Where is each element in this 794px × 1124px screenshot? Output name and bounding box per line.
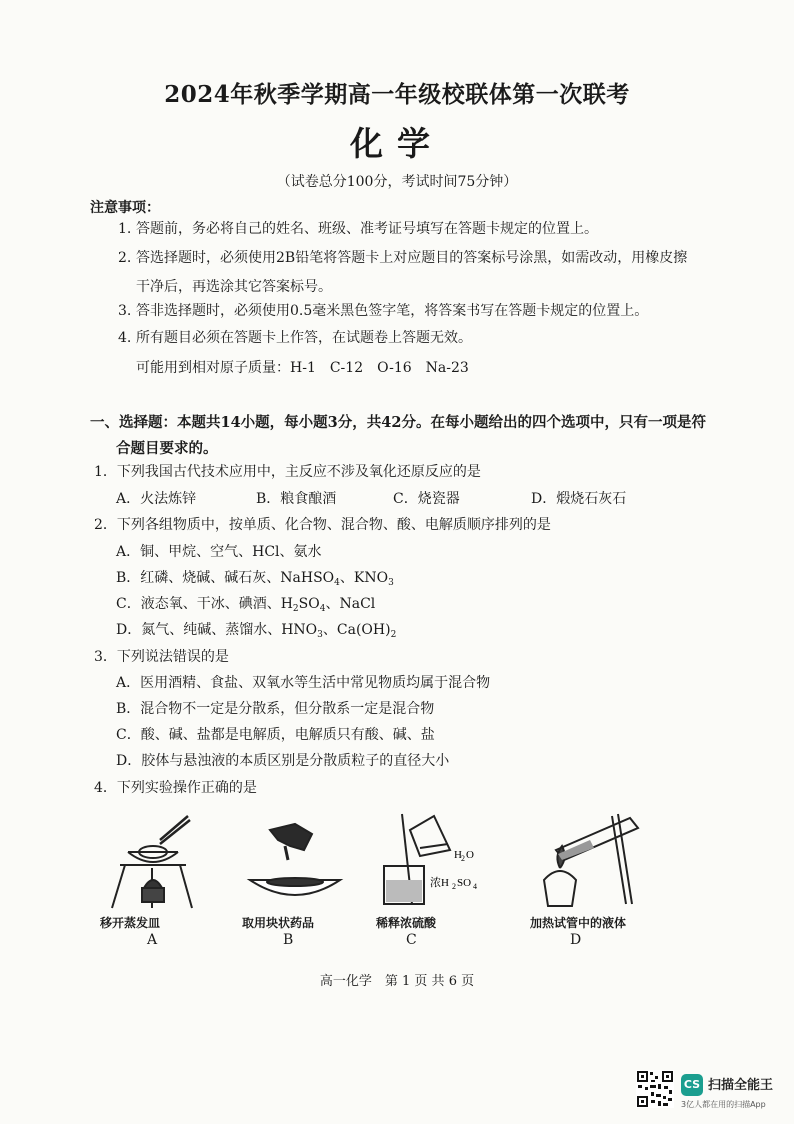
question-3-stem: 3．下列说法错误的是 <box>94 649 229 665</box>
subscript: 3 <box>388 578 394 588</box>
exam-title: 2024年秋季学期高一年级校联体第一次联考 <box>164 81 630 108</box>
notice-item-4 <box>118 330 472 347</box>
notice-text: 答选择题时，必须使用2B铅笔将答题卡上对应题目的答案标号涂黑，如需改动，用橡皮擦 <box>136 250 688 266</box>
q2-c-text: C．液态氧、干冰、碘酒、H <box>116 596 293 612</box>
q2-b-text: 、KNO <box>339 570 389 586</box>
subscript: 4 <box>334 578 340 588</box>
figure-d-caption: 加热试管中的液体 <box>530 916 627 930</box>
subscript: 3 <box>317 630 323 640</box>
notice-text: 答非选择题时，必须使用0.5毫米黑色签字笔，将答案书写在答题卡规定的位置上。 <box>136 303 649 319</box>
notice-heading: 注意事项： <box>90 200 160 216</box>
section-line-2: 合题目要求的。 <box>116 440 218 457</box>
question-4-stem: 4．下列实验操作正确的是 <box>94 780 257 796</box>
q2-c-text: 、NaCl <box>325 596 376 612</box>
water-label: H <box>454 849 462 861</box>
q2-b-text: B．红磷、烧碱、碱石灰、NaHSO <box>116 570 335 586</box>
figure-d <box>530 810 660 960</box>
subject-title: 化学 <box>350 124 444 163</box>
subscript: 2 <box>390 630 397 640</box>
section-heading <box>90 410 710 462</box>
question-2-stem: 2．下列各组物质中，按单质、化合物、混合物、酸、电解质顺序排列的是 <box>94 517 551 533</box>
atomic-masses: 可能用到相对原子质量：H-1 C-12 O-16 Na-23 <box>136 360 469 376</box>
notice-num: 2. <box>118 250 132 266</box>
acid-label-sub2: 4 <box>473 882 477 891</box>
scanner-app-name: 扫描全能王 <box>708 1078 774 1093</box>
page-footer: 高一化学 第 1 页 共 6 页 <box>319 974 475 989</box>
acid-label: 浓H <box>430 877 449 889</box>
notice-num: 3. <box>118 303 132 319</box>
camscanner-logo-icon: CS <box>681 1074 703 1096</box>
notice-num: 4. <box>118 330 132 346</box>
notice-item-2 <box>118 250 687 267</box>
q2-option-d <box>116 619 396 640</box>
notice-item-3 <box>118 303 648 320</box>
exam-meta: （试卷总分100分，考试时间75分钟） <box>276 174 518 190</box>
dilute-acid-illustration <box>370 810 490 910</box>
figure-d-letter: D <box>570 932 582 948</box>
q3-option-b: B．混合物不一定是分散系，但分散系一定是混合物 <box>116 701 435 717</box>
q2-c-text: SO <box>298 596 320 612</box>
q1-option-c: C．烧瓷器 <box>393 491 460 507</box>
q1-option-b: B．粮食酿酒 <box>256 491 337 507</box>
q1-option-d: D．煅烧石灰石 <box>531 491 627 507</box>
figure-c <box>370 810 490 960</box>
q2-option-b <box>116 567 394 588</box>
figure-b-letter: B <box>283 932 294 948</box>
water-label-o: O <box>466 849 474 861</box>
solid-reagent-illustration <box>240 810 350 910</box>
qr-code-icon <box>636 1070 674 1108</box>
evaporating-dish-illustration <box>100 810 210 910</box>
figure-c-letter: C <box>406 932 417 948</box>
q1-option-a: A．火法炼锌 <box>116 491 197 507</box>
notice-num: 1. <box>118 221 132 237</box>
scanner-app-tagline: 3亿人都在用的扫描App <box>681 1100 766 1109</box>
figure-b <box>240 810 350 960</box>
notice-item-2-cont: 干净后，再选涂其它答案标号。 <box>136 279 332 295</box>
figure-a-letter: A <box>147 932 158 948</box>
q3-option-a: A．医用酒精、食盐、双氧水等生活中常见物质均属于混合物 <box>116 675 491 691</box>
notice-text: 答题前，务必将自己的姓名、班级、准考证号填写在答题卡规定的位置上。 <box>136 221 598 237</box>
figure-a <box>100 810 210 960</box>
section-line-1: 一、选择题：本题共14小题，每小题3分，共42分。在每小题给出的四个选项中，只有一项是符 <box>90 414 706 431</box>
figure-a-caption: 移开蒸发皿 <box>100 916 161 930</box>
q2-option-c <box>116 593 375 614</box>
q2-option-a: A．铜、甲烷、空气、HCl、氨水 <box>116 544 322 560</box>
q2-d-text: 、Ca(OH) <box>322 622 391 638</box>
notice-text: 所有题目必须在答题卡上作答，在试题卷上答题无效。 <box>136 330 472 346</box>
acid-label-so: SO <box>457 877 472 889</box>
q2-d-text: D．氮气、纯碱、蒸馏水、HNO <box>116 622 318 638</box>
figure-b-caption: 取用块状药品 <box>242 916 315 930</box>
q3-option-d: D．胶体与悬浊液的本质区别是分散质粒子的直径大小 <box>116 753 450 769</box>
q4-figures <box>100 810 660 960</box>
heating-test-tube-illustration <box>530 810 660 910</box>
acid-label-sub1: 2 <box>452 882 456 891</box>
q3-option-c: C．酸、碱、盐都是电解质，电解质只有酸、碱、盐 <box>116 727 435 743</box>
question-1-stem: 1．下列我国古代技术应用中，主反应不涉及氧化还原反应的是 <box>94 464 481 480</box>
water-label-sub: 2 <box>461 854 465 863</box>
subscript: 2 <box>292 604 299 614</box>
notice-item-1 <box>118 221 598 238</box>
figure-c-caption: 稀释浓硫酸 <box>376 916 437 930</box>
subscript: 4 <box>319 604 326 614</box>
